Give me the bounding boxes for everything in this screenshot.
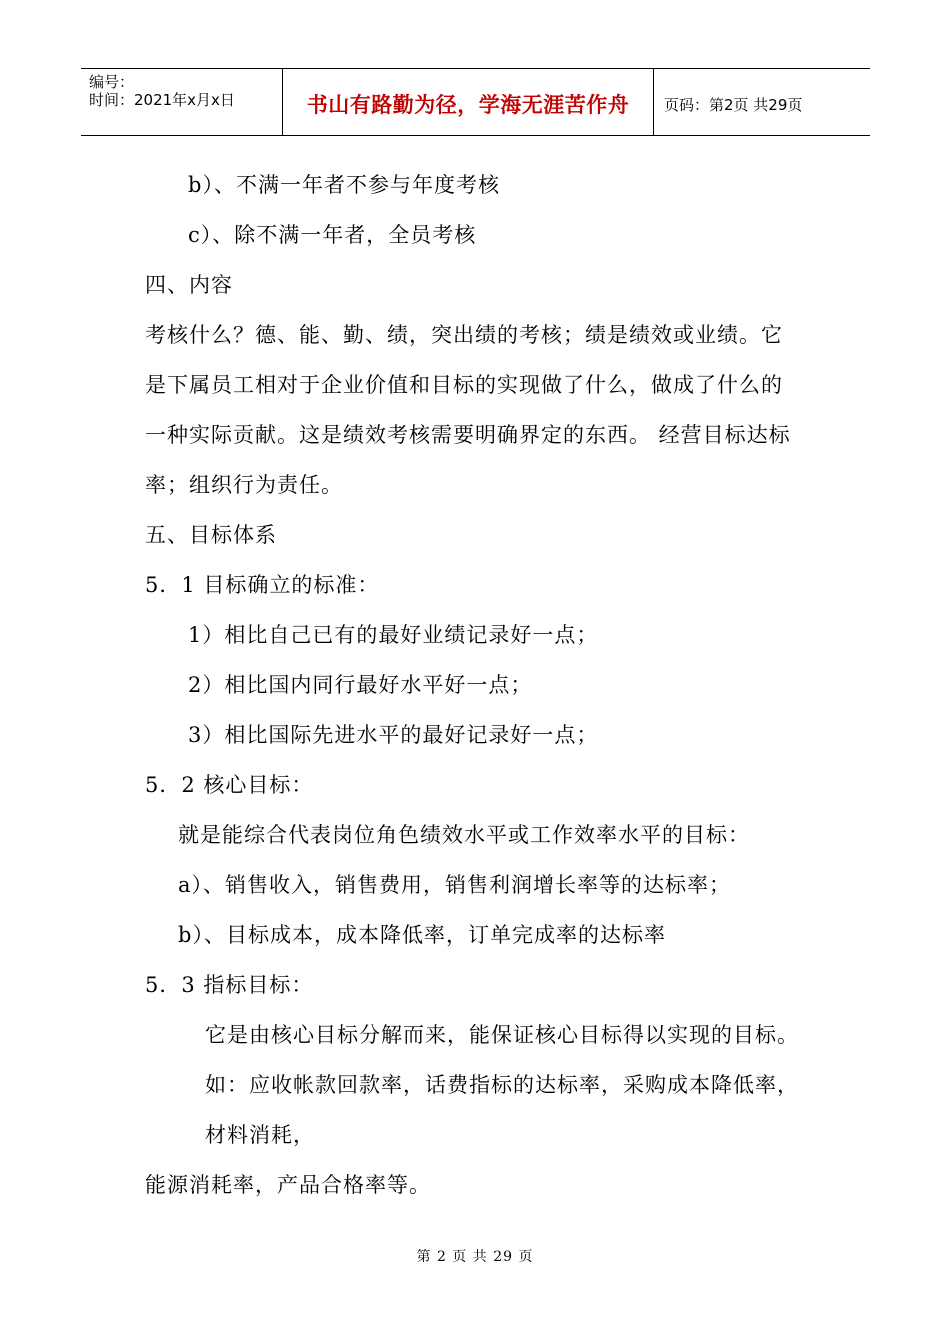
list-item: a）、销售收入，销售费用，销售利润增长率等的达标率； (178, 873, 732, 897)
subsection-heading: 5．1 目标确立的标准： (145, 573, 380, 597)
section-heading: 四、内容 (145, 273, 233, 297)
header-page-info: 页码：第2页 共29页 (664, 95, 803, 114)
body-line: 能源消耗率，产品合格率等。 (145, 1173, 431, 1197)
list-item: 1）相比自己已有的最好业绩记录好一点； (188, 623, 599, 647)
page-footer: 第 2 页 共 29 页 (416, 1249, 534, 1265)
subsection-heading: 5．2 核心目标： (145, 773, 314, 797)
header-motto-cell (282, 69, 654, 135)
section-heading: 五、目标体系 (145, 523, 277, 547)
body-line: b）、不满一年者不参与年度考核 (188, 173, 500, 197)
list-item: b）、目标成本，成本降低率，订单完成率的达标率 (178, 923, 666, 947)
subsection-heading: 5．3 指标目标： (145, 973, 314, 997)
body-line: 材料消耗， (205, 1123, 315, 1147)
header-motto: 书山有路勤为径，学海无涯苦作舟 (306, 93, 630, 117)
page-header (81, 68, 870, 136)
header-number-label: 编号： (89, 73, 135, 91)
body-line: 一种实际贡献。这是绩效考核需要明确界定的东西。 经营目标达标 (145, 423, 791, 447)
list-item: 3）相比国际先进水平的最好记录好一点； (188, 723, 599, 747)
body-line: 就是能综合代表岗位角色绩效水平或工作效率水平的目标： (178, 823, 750, 847)
body-line: 它是由核心目标分解而来，能保证核心目标得以实现的目标。 (205, 1023, 799, 1047)
header-left-cell (81, 69, 282, 135)
body-line: 如：应收帐款回款率，话费指标的达标率，采购成本降低率， (205, 1073, 799, 1097)
body-line: 考核什么？德、能、勤、绩，突出绩的考核；绩是绩效或业绩。它 (145, 323, 783, 347)
header-time-label: 时间：2021年x月x日 (89, 91, 235, 109)
header-page-cell (654, 69, 870, 135)
body-line: 是下属员工相对于企业价值和目标的实现做了什么，做成了什么的 (145, 373, 783, 397)
list-item: 2）相比国内同行最好水平好一点； (188, 673, 533, 697)
body-line: c）、除不满一年者，全员考核 (188, 223, 477, 247)
body-line: 率；组织行为责任。 (145, 473, 343, 497)
